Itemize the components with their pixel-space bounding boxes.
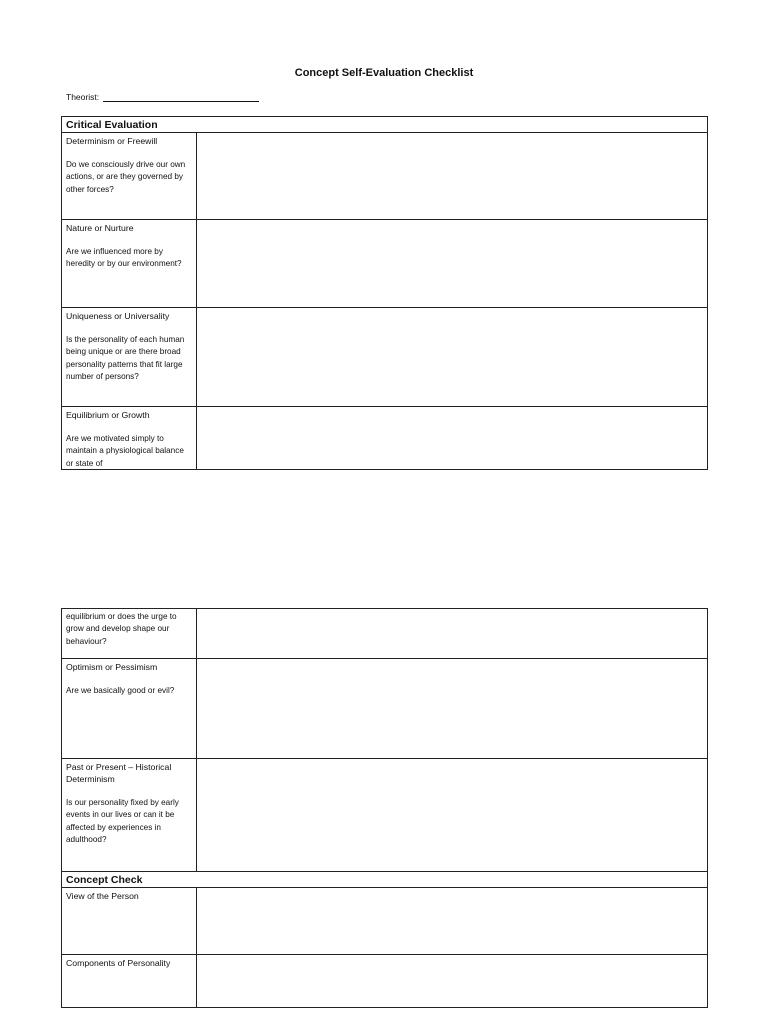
row-heading: Past or Present – Historical Determinism: [66, 762, 172, 784]
answer-cell-equilibrium-continued[interactable]: [197, 609, 707, 658]
row-label-cell: [62, 759, 197, 871]
row-question: Are we influenced more by heredity or by our environment?: [66, 247, 182, 269]
answer-cell-optimism[interactable]: [197, 659, 707, 758]
answer-cell-past-present[interactable]: [197, 759, 707, 871]
row-label-cell: [62, 308, 197, 406]
theorist-label: Theorist:: [66, 92, 100, 102]
answer-cell-uniqueness[interactable]: [197, 308, 707, 406]
concept-check-header: Concept Check: [62, 872, 707, 888]
answer-cell-equilibrium[interactable]: [197, 407, 707, 469]
row-question: equilibrium or does the urge to grow and develop shape our behaviour?: [66, 612, 177, 646]
row-question: Are we motivated simply to maintain a physiological balance or state of: [66, 434, 184, 468]
table-row-optimism: [62, 659, 707, 759]
row-label-cell: [62, 609, 197, 658]
row-heading: Uniqueness or Universality: [66, 311, 170, 321]
row-label-cell: [62, 407, 197, 469]
row-question: Are we basically good or evil?: [66, 686, 175, 695]
answer-cell-nature[interactable]: [197, 220, 707, 307]
theorist-blank-line[interactable]: [103, 93, 259, 102]
row-label-cell: [62, 659, 197, 758]
answer-cell-components[interactable]: [197, 955, 707, 1007]
row-label-cell: [62, 888, 197, 954]
row-heading: Determinism or Freewill: [66, 136, 158, 146]
document-title: Concept Self-Evaluation Checklist: [294, 67, 474, 79]
theorist-field: [66, 92, 259, 102]
critical-evaluation-table: [61, 116, 708, 470]
critical-evaluation-header: Critical Evaluation: [62, 117, 707, 133]
table-row-determinism: [62, 133, 707, 220]
table-row-equilibrium-continued: [62, 609, 707, 659]
table-row-past-present: [62, 759, 707, 872]
row-label-cell: [62, 955, 197, 1007]
row-heading: Nature or Nurture: [66, 223, 134, 233]
table-row-view-of-person: [62, 888, 707, 955]
answer-cell-determinism[interactable]: [197, 133, 707, 219]
table-row-nature: [62, 220, 707, 308]
row-question: Do we consciously drive our own actions, or are they governed by other forces?: [66, 160, 186, 194]
row-heading: View of the Person: [66, 891, 139, 901]
row-question: Is our personality fixed by early events in our lives or can it be affected by experiences in adulthood?: [66, 798, 179, 844]
row-label-cell: [62, 133, 197, 219]
table-row-components: [62, 955, 707, 1007]
answer-cell-view-of-person[interactable]: [197, 888, 707, 954]
row-heading: Optimism or Pessimism: [66, 662, 158, 672]
row-heading: Equilibrium or Growth: [66, 410, 150, 420]
row-question: Is the personality of each human being unique or are there broad personality patterns that fit large number of persons?: [66, 335, 185, 381]
row-heading: Components of Personality: [66, 958, 171, 968]
table-row-uniqueness: [62, 308, 707, 407]
row-label-cell: [62, 220, 197, 307]
critical-evaluation-table-continued: [61, 608, 708, 1008]
table-row-equilibrium: [62, 407, 707, 469]
